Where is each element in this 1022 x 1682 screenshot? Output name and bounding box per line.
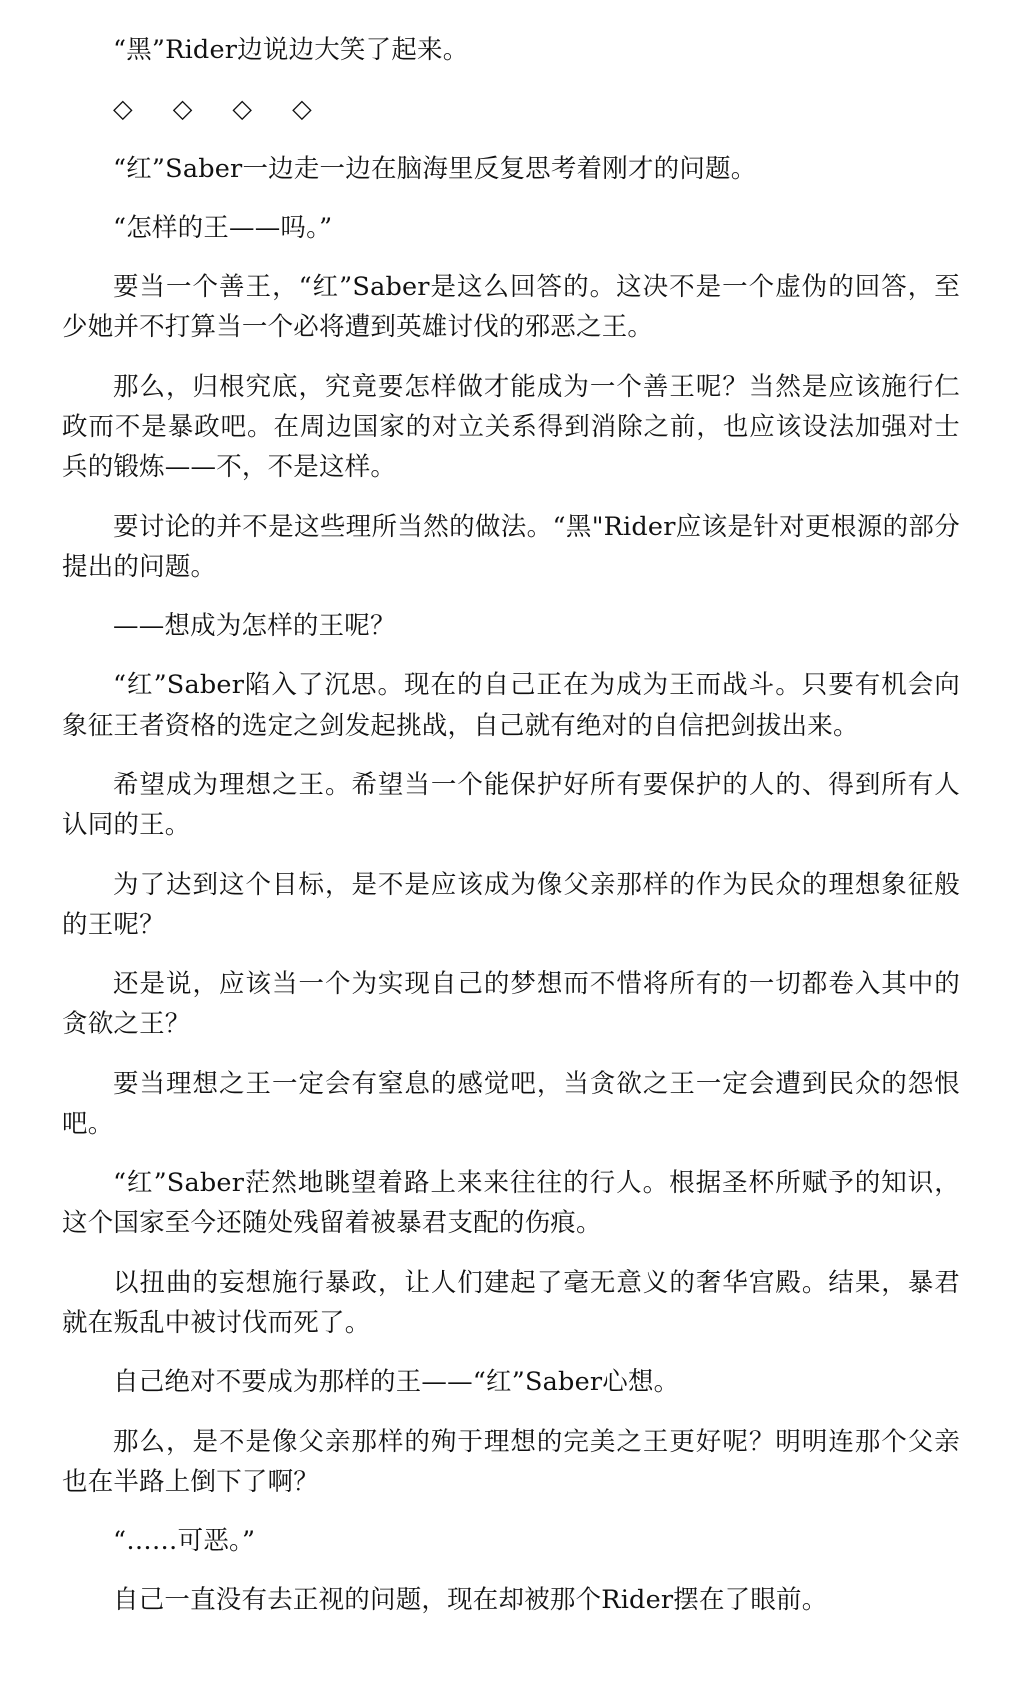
- paragraph: 自己一直没有去正视的问题，现在却被那个Rider摆在了眼前。: [113, 1585, 828, 1616]
- paragraph: 希望成为理想之王。希望当一个能保护好所有要保护的人的、得到所有人认同的王。: [62, 769, 960, 841]
- paragraph: 那么，是不是像父亲那样的殉于理想的完美之王更好呢？明明连那个父亲也在半路上倒下了啊？: [62, 1426, 960, 1497]
- paragraph: “红”Saber陷入了沉思。现在的自己正在为成为王而战斗。只要有机会向象征王者资格的选定之剑发起挑战，自己就有绝对的自信把剑拔出来。: [62, 670, 960, 741]
- paragraph: “……可恶。”: [113, 1526, 256, 1557]
- paragraph: 自己绝对不要成为那样的王——“红”Saber心想。: [113, 1367, 680, 1398]
- document-body: [62, 30, 960, 1621]
- scene-divider: ◇ ◇ ◇ ◇: [113, 94, 328, 125]
- paragraph: 要当理想之王一定会有窒息的感觉吧，当贪欲之王一定会遭到民众的怨恨吧。: [62, 1068, 960, 1139]
- paragraph: 还是说，应该当一个为实现自己的梦想而不惜将所有的一切都卷入其中的贪欲之王？: [62, 969, 960, 1040]
- paragraph: 以扭曲的妄想施行暴政，让人们建起了毫无意义的奢华宫殿。结果，暴君就在叛乱中被讨伐而死了。: [62, 1267, 960, 1339]
- paragraph: “怎样的王——吗。”: [113, 212, 333, 243]
- paragraph: 那么，归根究底，究竟要怎样做才能成为一个善王呢？当然是应该施行仁政而不是暴政吧。在周边国家的对立关系得到消除之前，也应该设法加强对士兵的锻炼——不，不是这样。: [62, 371, 960, 483]
- paragraph: “红”Saber茫然地眺望着路上来来往往的行人。根据圣杯所赋予的知识，这个国家至今还随处残留着被暴君支配的伤痕。: [62, 1168, 960, 1239]
- paragraph: 要当一个善王，“红”Saber是这么回答的。这决不是一个虚伪的回答，至少她并不打算当一个必将遭到英雄讨伐的邪恶之王。: [62, 272, 960, 343]
- paragraph: 为了达到这个目标，是不是应该成为像父亲那样的作为民众的理想象征般的王呢？: [62, 869, 960, 940]
- paragraph: “黑”Rider边说边大笑了起来。: [113, 35, 469, 65]
- paragraph: ——想成为怎样的王呢？: [113, 611, 396, 642]
- paragraph: “红”Saber一边走一边在脑海里反复思考着刚才的问题。: [113, 153, 757, 184]
- paragraph: 要讨论的并不是这些理所当然的做法。“黑"Rider应该是针对更根源的部分提出的问题。: [62, 511, 960, 582]
